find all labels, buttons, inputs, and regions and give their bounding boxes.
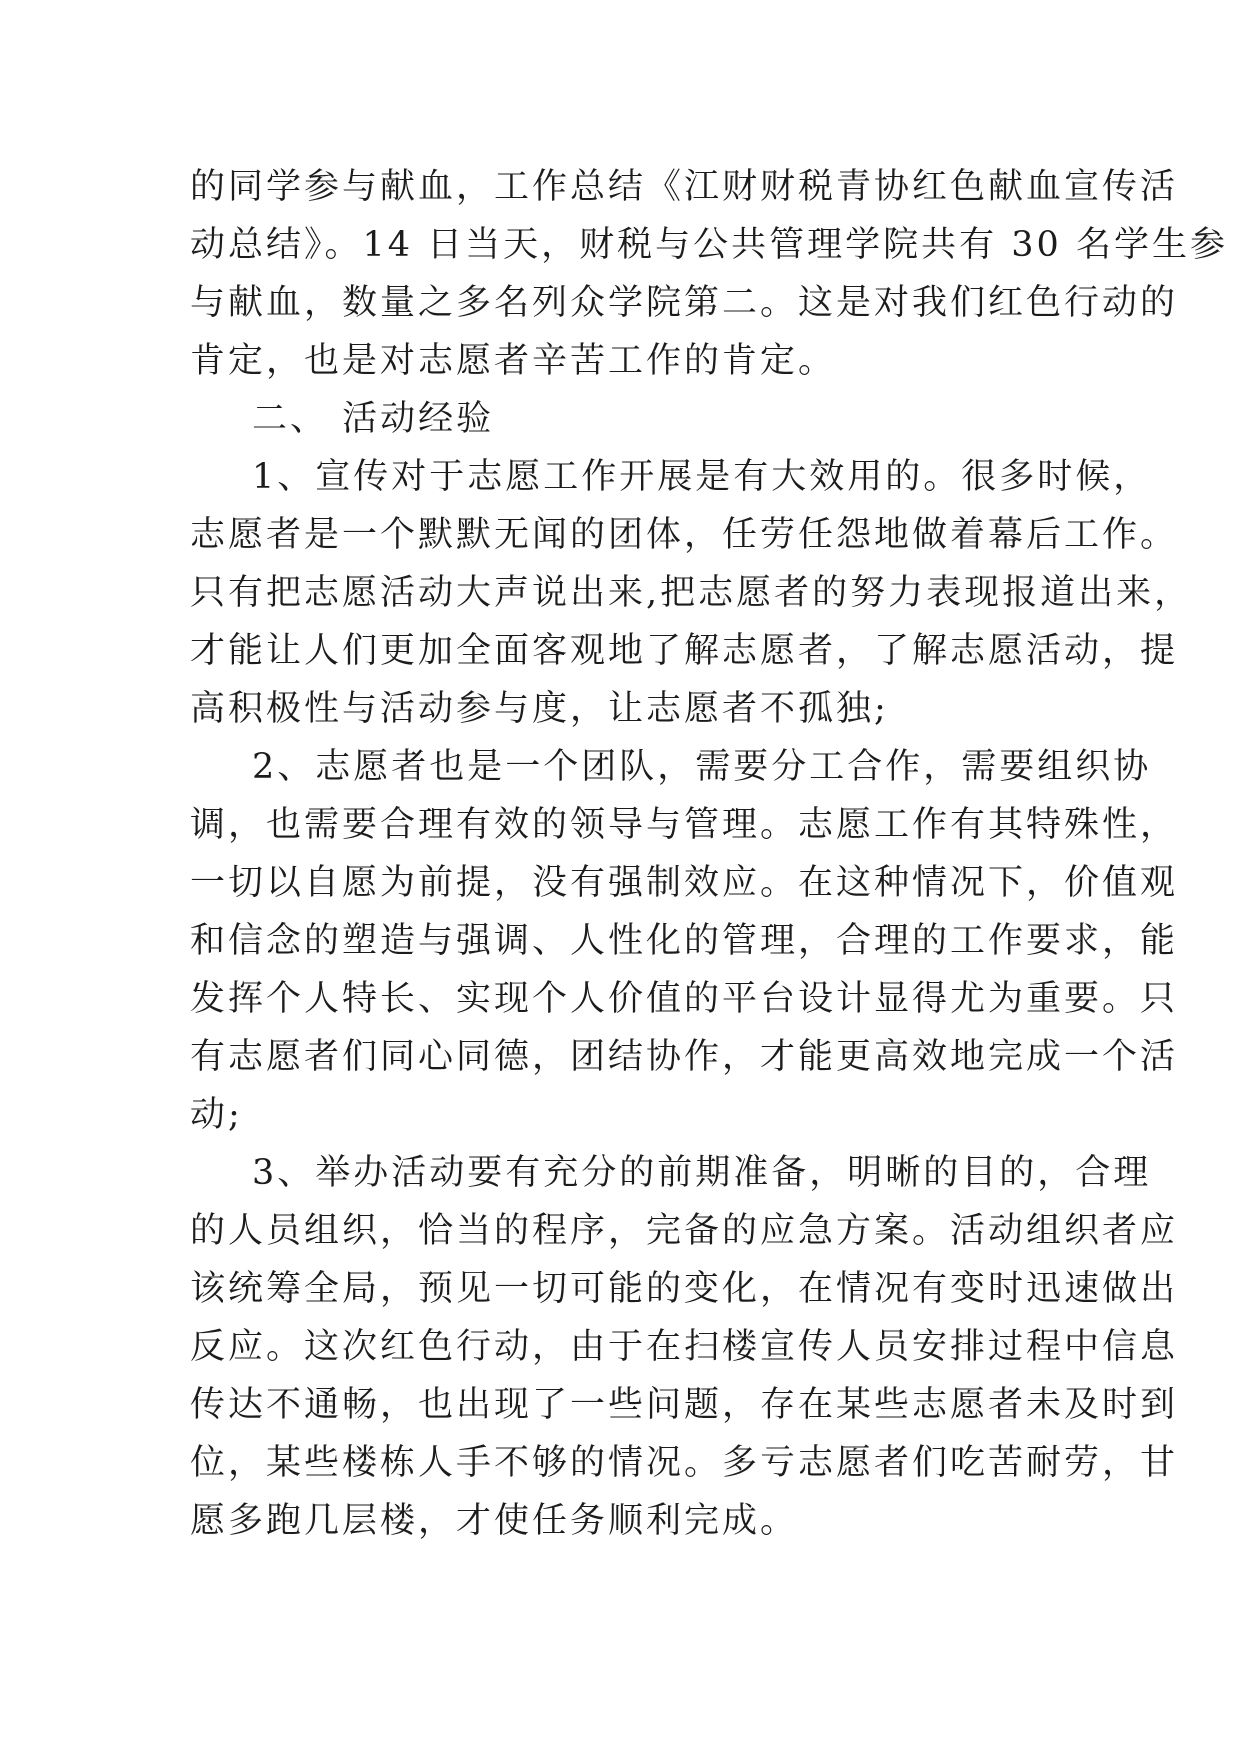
paragraph-start: 2、志愿者也是一个团队，需要分工合作，需要组织协: [252, 747, 1152, 787]
text-line: 一切以自愿为前提，没有强制效应。在这种情况下，价值观: [190, 863, 1179, 903]
text-line: 高积极性与活动参与度，让志愿者不孤独;: [190, 689, 889, 729]
text-line: 传达不通畅，也出现了一些问题，存在某些志愿者未及时到: [190, 1385, 1179, 1425]
paragraph-start: 1、宣传对于志愿工作开展是有大效用的。很多时候，: [252, 457, 1152, 497]
text-line: 和信念的塑造与强调、人性化的管理，合理的工作要求，能: [190, 921, 1179, 961]
paragraph-start: 3、举办活动要有充分的前期准备，明晰的目的，合理: [252, 1153, 1152, 1193]
text-line: 有志愿者们同心同德，团结协作，才能更高效地完成一个活: [190, 1037, 1179, 1077]
text-line: 反应。这次红色行动，由于在扫楼宣传人员安排过程中信息: [190, 1327, 1179, 1367]
text-line: 与献血，数量之多名列众学院第二。这是对我们红色行动的: [190, 283, 1179, 323]
section-heading: 二、 活动经验: [252, 399, 495, 439]
text-line: 该统筹全局，预见一切可能的变化，在情况有变时迅速做出: [190, 1269, 1179, 1309]
text-line: 只有把志愿活动大声说出来,把志愿者的努力表现报道出来，: [190, 573, 1193, 613]
text-line: 志愿者是一个默默无闻的团体，任劳任怨地做着幕后工作。: [190, 515, 1179, 555]
text-line: 的同学参与献血，工作总结《江财财税青协红色献血宣传活: [190, 167, 1179, 207]
text-line: 动总结》。14 日当天，财税与公共管理学院共有 30 名学生参: [190, 225, 1228, 265]
text-line: 调，也需要合理有效的领导与管理。志愿工作有其特殊性，: [190, 805, 1179, 845]
text-line: 才能让人们更加全面客观地了解志愿者，了解志愿活动，提: [190, 631, 1179, 671]
text-line: 动;: [190, 1095, 243, 1135]
text-line: 肯定，也是对志愿者辛苦工作的肯定。: [190, 341, 837, 381]
document-body: [190, 158, 1228, 1550]
text-line: 的人员组织，恰当的程序，完备的应急方案。活动组织者应: [190, 1211, 1179, 1251]
text-line: 愿多跑几层楼，才使任务顺利完成。: [190, 1501, 799, 1541]
text-line: 发挥个人特长、实现个人价值的平台设计显得尤为重要。只: [190, 979, 1179, 1019]
text-line: 位，某些楼栋人手不够的情况。多亏志愿者们吃苦耐劳，甘: [190, 1443, 1179, 1483]
